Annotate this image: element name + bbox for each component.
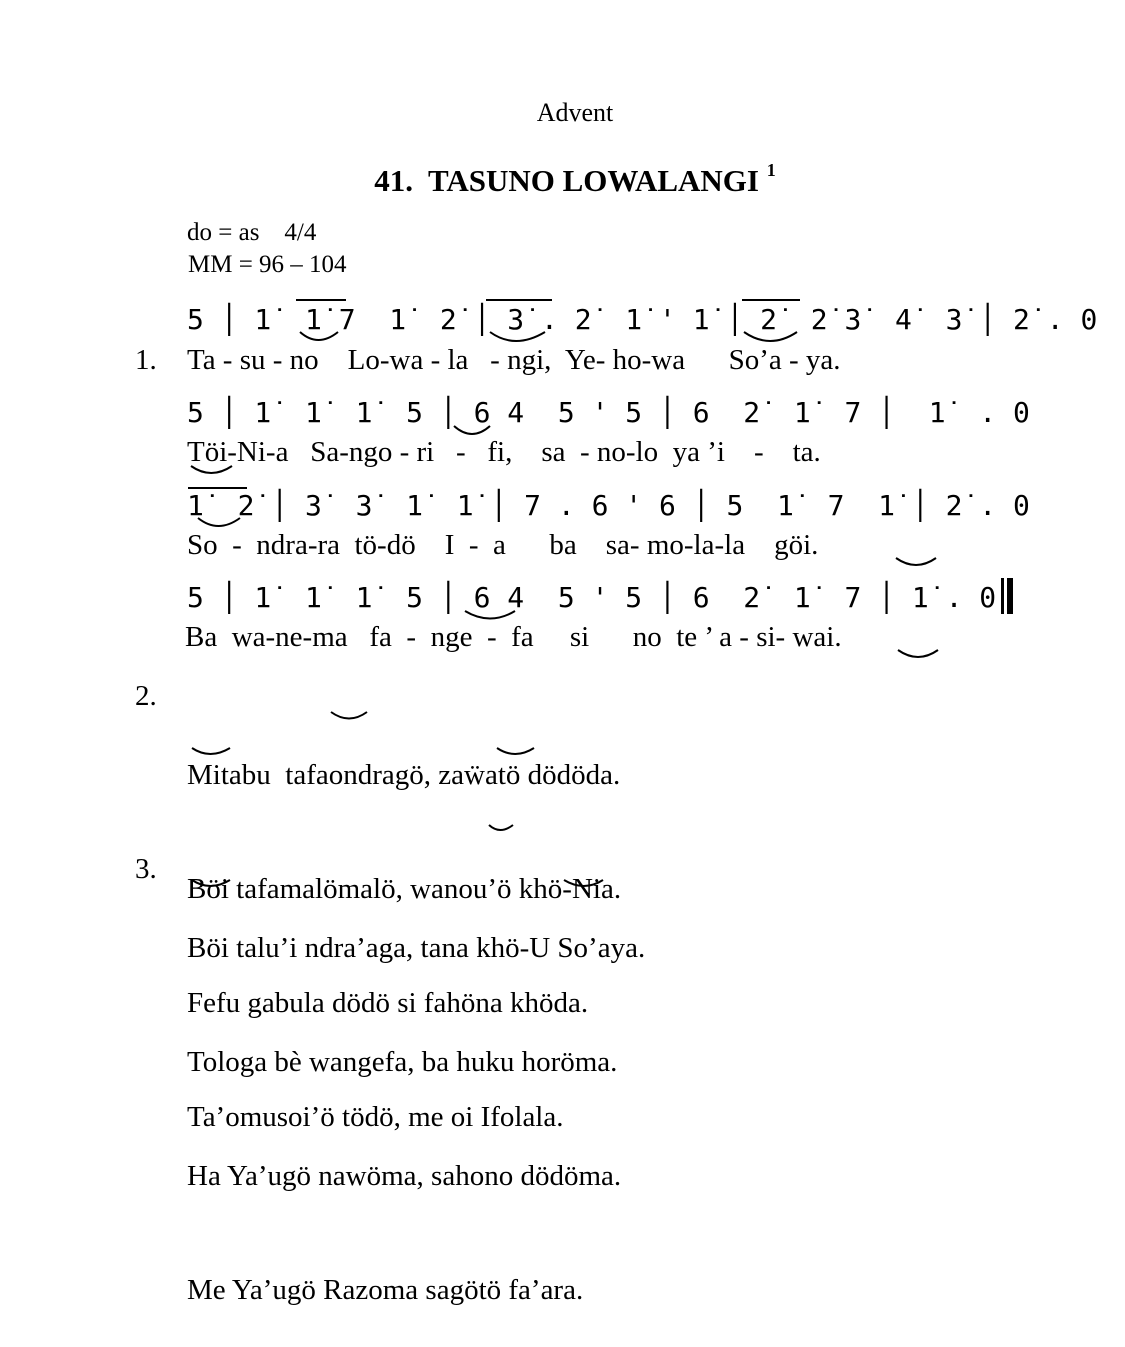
slur-arc xyxy=(564,880,603,886)
slur-arc xyxy=(490,332,545,341)
season-heading: Advent xyxy=(536,98,614,127)
notation-row: 5 │ 1̇ 1̇ 1̇ 5 │ 6 4 5 ' 5 │ 6 2̇ 1̇ 7 │ 1̇ . 0 xyxy=(187,581,997,614)
notation-row: 1̇ 2̇ │ 3̇ 3̇ 1̇ 1̇ │ 7 . 6 ' 6 │ 5 1̇ 7 1̇ │ 2̇ . 0 xyxy=(187,489,1030,522)
verse-line: Ta’omusoi’ö tödö, me oi Ifolala. xyxy=(187,1101,564,1133)
slur-arc xyxy=(300,332,338,340)
verse-number: 2. xyxy=(135,680,157,712)
slur-arc xyxy=(454,426,490,434)
verse-line: Mitabu tafaondragö, zaẅatö dödöda. xyxy=(187,759,621,791)
lyric-line: Ba wa-ne-ma fa - nge - fa si no te ’ a - si- wai. xyxy=(185,621,842,653)
verse-line: Me Ya’ugö Razoma sagötö fa’ara. xyxy=(187,1274,584,1306)
slur-arc xyxy=(198,518,240,526)
slur-arc xyxy=(896,558,936,565)
footnote-mark: 1 xyxy=(766,159,776,180)
notation-row: 5 │ 1̇ 1̇ 7 1̇ 2̇ │ 3̇ . 2̇ 1̇ ' 1̇ │ 2̇ 2̇ 3̇ 4̇ 3̇ │ 2̇ . 0 xyxy=(187,303,1098,336)
verse-line: Fefu gabula dödö si fahöna khöda. xyxy=(187,987,589,1019)
slur-arc xyxy=(191,466,232,473)
lyric-line: Töi-Ni-a Sa-ngo - ri - fi, sa - no-lo ya ’i - ta. xyxy=(187,436,821,468)
slur-arc xyxy=(898,650,938,657)
verse-line: Böi tafamalömalö, wanou’ö khö-Nia. xyxy=(187,873,622,905)
verse-line: Tologa bè wangefa, ba huku horöma. xyxy=(187,1046,618,1078)
hymn-title-text: 41. TASUNO LOWALANGI xyxy=(374,163,759,198)
slur-arc xyxy=(192,880,230,886)
verse-line: Böi talu’i ndra’aga, tana khö-U So’aya. xyxy=(187,932,646,964)
slur-arc xyxy=(192,748,230,754)
lyric-line: Ta - su - no Lo-wa - la - ngi, Ye- ho-wa So’a - ya. xyxy=(187,344,841,376)
lyric-line: So - ndra-ra tö-dö I - a ba sa- mo-la-la göi. xyxy=(187,529,819,561)
verse-number: 1. xyxy=(135,344,157,376)
metronome-marking: MM = 96 – 104 xyxy=(188,251,347,278)
slur-arc xyxy=(331,712,367,719)
verse-number: 3. xyxy=(135,853,157,885)
key-time-signature: do = as 4/4 xyxy=(187,219,317,246)
slur-arc xyxy=(489,825,513,830)
slur-arc xyxy=(465,611,515,619)
slur-arc xyxy=(744,332,797,341)
notation-row: 5 │ 1̇ 1̇ 1̇ 5 │ 6 4 5 ' 5 │ 6 2̇ 1̇ 7 │ 1̇ . 0 xyxy=(187,396,1030,429)
slur-arc xyxy=(497,748,534,754)
verse-line: Ha Ya’ugö nawöma, sahono dödöma. xyxy=(187,1160,622,1192)
